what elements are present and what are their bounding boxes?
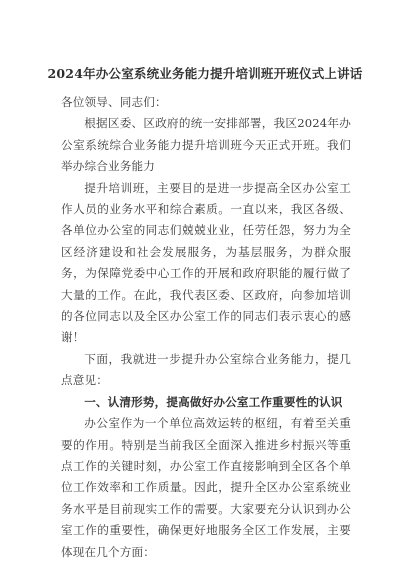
salutation: 各位领导、同志们：: [61, 95, 167, 109]
paragraph-transition: 下面，我就进一步提升办公室综合业务能力，提几点意见：: [61, 351, 351, 388]
document-body: [61, 92, 351, 563]
paragraph-purpose: 提升培训班，主要目的是进一步提高全区办公室工作人员的业务水平和综合素质。一直以来，我区各级、各单位办公室的同志们兢兢业业，任劳任怨，努力为全区经济建设和社会发展服务，为基层服务，为群众服务，为保障党委中心工作的开展和政府职能的履行做了大量的工作。在此，我代表区委、区政府，向参加培训的各位同志以及全区办公室工作的同志们表示衷心的感谢！: [61, 180, 351, 345]
document-title: 2024年办公室系统业务能力提升培训班开班仪式上讲话: [47, 66, 363, 81]
section-paragraph: 办公室作为一个单位高效运转的枢纽，有着至关重要的作用。特别是当前我区全面深入推进乡村振兴等重点工作的关键时刻，办公室工作直接影响到全区各个单位工作效率和工作质量。因此，提升全区办公室系统业务水平是目前现实工作的需要。大家要充分认识到办公室工作的重要性，确保更好地服务全区工作发展，主要体现在几个方面：: [61, 416, 351, 559]
section-heading: 一、认清形势，提高做好办公室工作重要性的认识: [84, 394, 343, 409]
paragraph-opening: 根据区委、区政府的统一安排部署，我区2024年办公室系统综合业务能力提升培训班今天正式开班。我们举办综合业务能力: [61, 116, 351, 174]
